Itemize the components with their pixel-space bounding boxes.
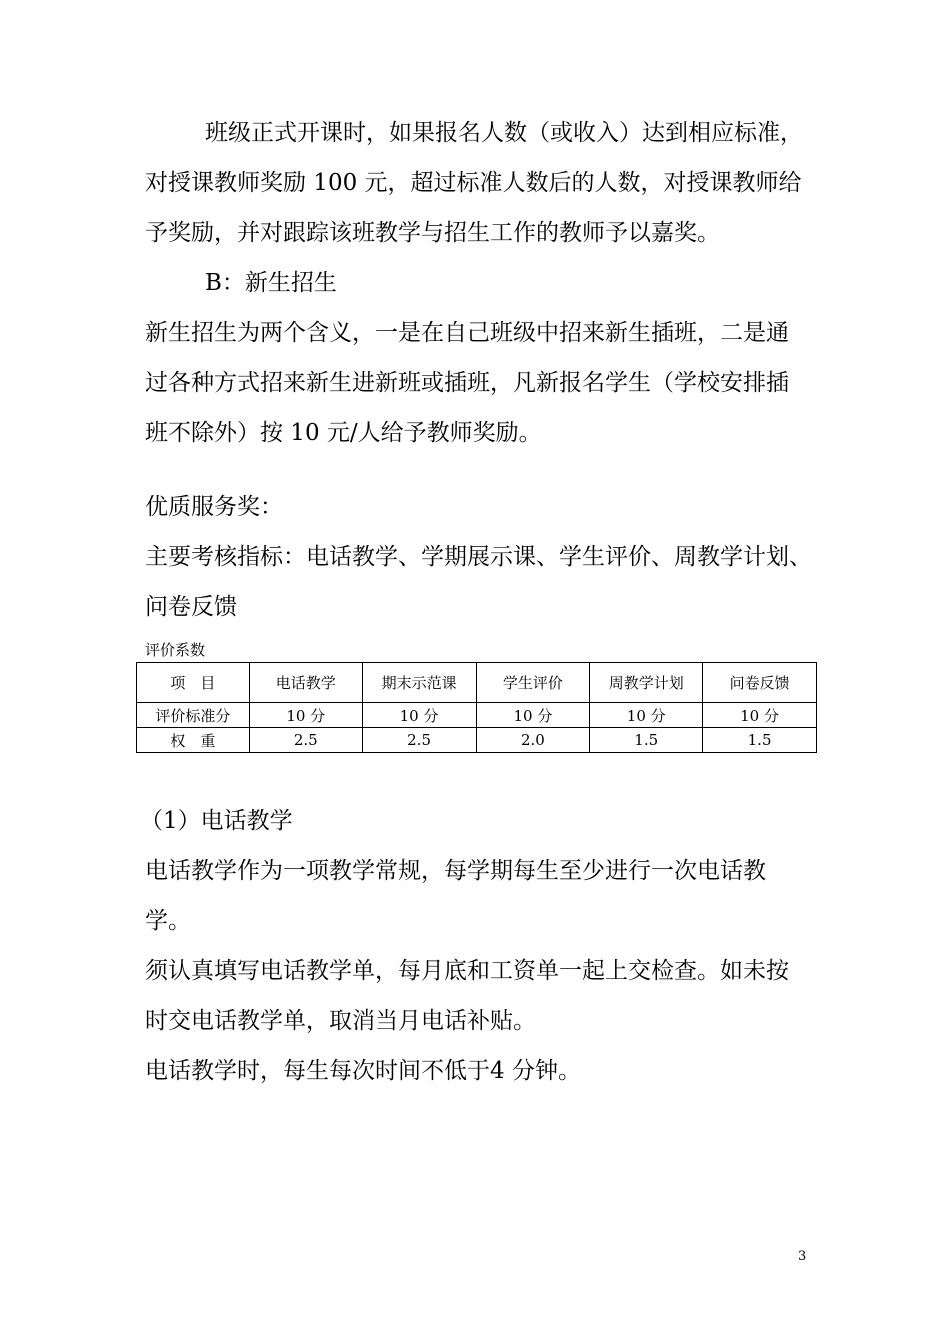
table-caption: 评价系数 — [145, 641, 206, 659]
paragraph-line: 电话教学时，每生每次时间不低于4 分钟。 — [145, 1058, 581, 1084]
table-header-cell: 电话教学 — [249, 663, 362, 703]
table-cell: 10 分 — [590, 703, 703, 728]
section-heading-b: B：新生招生 — [205, 270, 337, 296]
table-cell: 评价标准分 — [137, 703, 250, 728]
table-cell: 1.5 — [703, 728, 817, 753]
table-cell: 10 分 — [476, 703, 590, 728]
table-cell: 2.0 — [476, 728, 590, 753]
paragraph-line: 对授课教师奖励 100 元，超过标准人数后的人数，对授课教师给 — [145, 170, 802, 196]
indicators-line: 主要考核指标：电话教学、学期展示课、学生评价、周教学计划、 — [145, 544, 812, 570]
evaluation-coefficient-table — [136, 662, 817, 753]
table-cell: 10 分 — [703, 703, 817, 728]
table-header-cell: 学生评价 — [476, 663, 590, 703]
table-header-row — [137, 663, 817, 703]
table-header-cell: 项 目 — [137, 663, 250, 703]
table-cell: 10 分 — [362, 703, 476, 728]
paragraph-line: 班不除外）按 10 元/人给予教师奖励。 — [145, 420, 542, 446]
table-cell: 10 分 — [249, 703, 362, 728]
page-number: 3 — [798, 1249, 807, 1264]
table-row — [137, 703, 817, 728]
paragraph-line: 过各种方式招来新生进新班或插班，凡新报名学生（学校安排插 — [145, 370, 789, 396]
indicators-line: 问卷反馈 — [145, 594, 237, 620]
table-header-cell: 期末示范课 — [362, 663, 476, 703]
paragraph-line: 新生招生为两个含义，一是在自己班级中招来新生插班，二是通 — [145, 320, 789, 346]
paragraph-line: 须认真填写电话教学单，每月底和工资单一起上交检查。如未按 — [145, 958, 789, 984]
paragraph-line: 时交电话教学单，取消当月电话补贴。 — [145, 1008, 536, 1034]
section-heading-phone-teaching: （1）电话教学 — [140, 808, 293, 834]
quality-award-heading: 优质服务奖： — [145, 494, 283, 520]
table-cell: 1.5 — [590, 728, 703, 753]
table-header-cell: 问卷反馈 — [703, 663, 817, 703]
table-cell: 2.5 — [249, 728, 362, 753]
paragraph-line: 学。 — [145, 908, 191, 934]
table-cell: 权 重 — [137, 728, 250, 753]
table-row — [137, 728, 817, 753]
paragraph-line: 予奖励，并对跟踪该班教学与招生工作的教师予以嘉奖。 — [145, 220, 720, 246]
paragraph-line: 班级正式开课时，如果报名人数（或收入）达到相应标准， — [205, 120, 803, 146]
paragraph-line: 电话教学作为一项教学常规，每学期每生至少进行一次电话教 — [145, 858, 766, 884]
table-cell: 2.5 — [362, 728, 476, 753]
table-header-cell: 周教学计划 — [590, 663, 703, 703]
